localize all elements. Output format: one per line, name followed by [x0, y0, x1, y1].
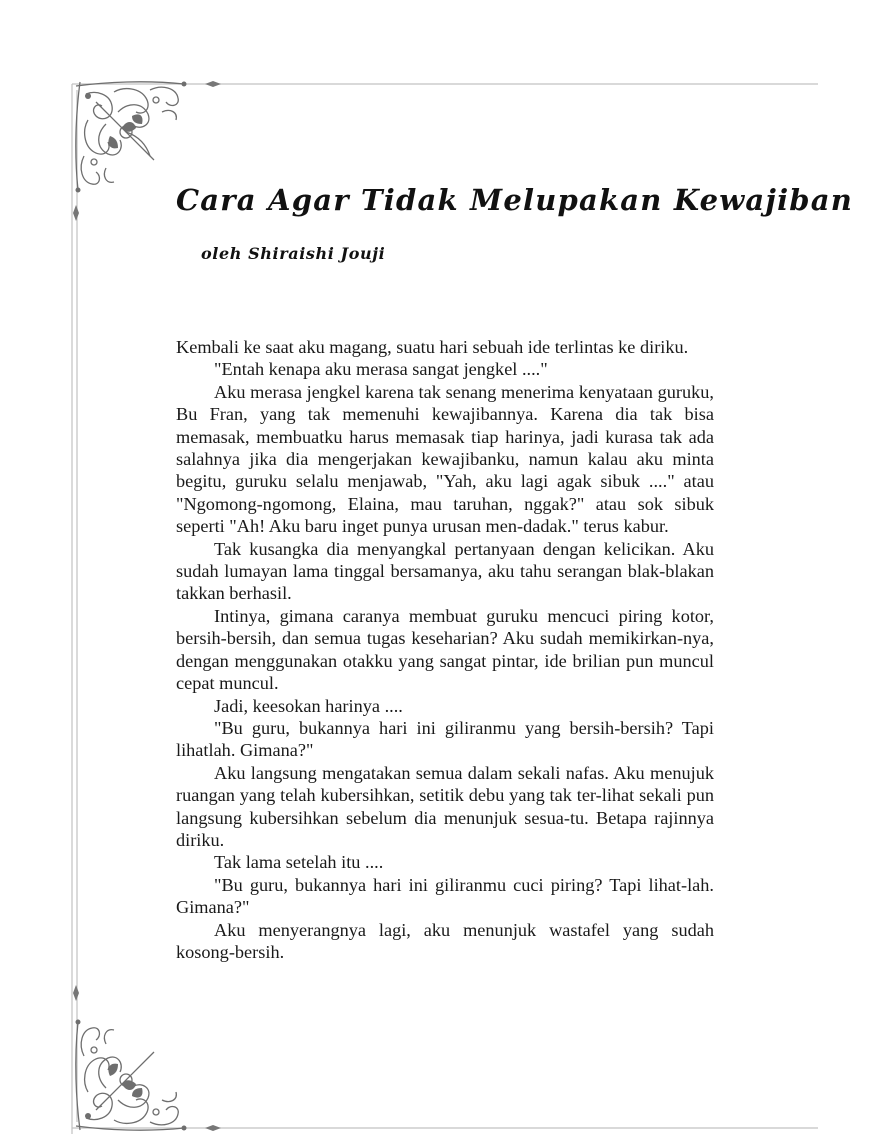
- paragraph: Intinya, gimana caranya membuat guruku mencuci piring kotor, bersih-bersih, dan semua tugas keseharian? Aku sudah memikirkan-nya, dengan menggunakan otakku yang sangat pintar, ide brilian pun muncul cepat muncul.: [176, 605, 714, 694]
- paragraph: Kembali ke saat aku magang, suatu hari sebuah ide terlintas ke diriku.: [176, 337, 689, 357]
- paragraph: "Bu guru, bukannya hari ini giliranmu cuci piring? Tapi lihat-lah. Gimana?": [176, 874, 714, 918]
- story-body: [176, 336, 714, 963]
- corner-ornament-bottom-left-icon: [66, 982, 226, 1134]
- paragraph: "Entah kenapa aku merasa sangat jengkel ....": [214, 359, 548, 380]
- paragraph: "Bu guru, bukannya hari ini giliranmu yang bersih-bersih? Tapi lihatlah. Gimana?": [176, 717, 714, 761]
- paragraph: Tak lama setelah itu ....: [214, 852, 384, 873]
- paragraph: Aku menyerangnya lagi, aku menunjuk wastafel yang sudah kosong-bersih.: [176, 919, 714, 962]
- paragraph: Jadi, keesokan harinya ....: [214, 695, 403, 716]
- story-byline: oleh Shiraishi Jouji: [201, 244, 386, 263]
- story-title: Cara Agar Tidak Melupakan Kewajiban: [176, 183, 854, 217]
- paragraph: Aku merasa jengkel karena tak senang menerima kenyataan guruku, Bu Fran, yang tak memenuhi kewajibannya. Karena dia tak bisa memasak, membuatku harus memasak tiap harinya, jadi kurasa tak ada salahnya jika dia mengerjakan kewajibanku, namun kalau aku minta begitu, guruku selalu menjawab, "Yah, aku lagi agak sibuk ...." atau "Ngomong-ngomong, Elaina, mau taruhan, nggak?" atau sok sibuk seperti "Ah! Aku baru inget punya urusan men-dadak." terus kabur.: [176, 381, 714, 537]
- paragraph: Tak kusangka dia menyangkal pertanyaan dengan kelicikan. Aku sudah lumayan lama tinggal bersamanya, aku tahu serangan blak-blakan takkan berhasil.: [176, 538, 714, 604]
- paragraph: Aku langsung mengatakan semua dalam sekali nafas. Aku menujuk ruangan yang telah kubersihkan, setitik debu yang tak ter-lihat sekali pun langsung kubersihkan sebelum dia menunjuk sesua-tu. Betapa rajinnya diriku.: [176, 762, 714, 850]
